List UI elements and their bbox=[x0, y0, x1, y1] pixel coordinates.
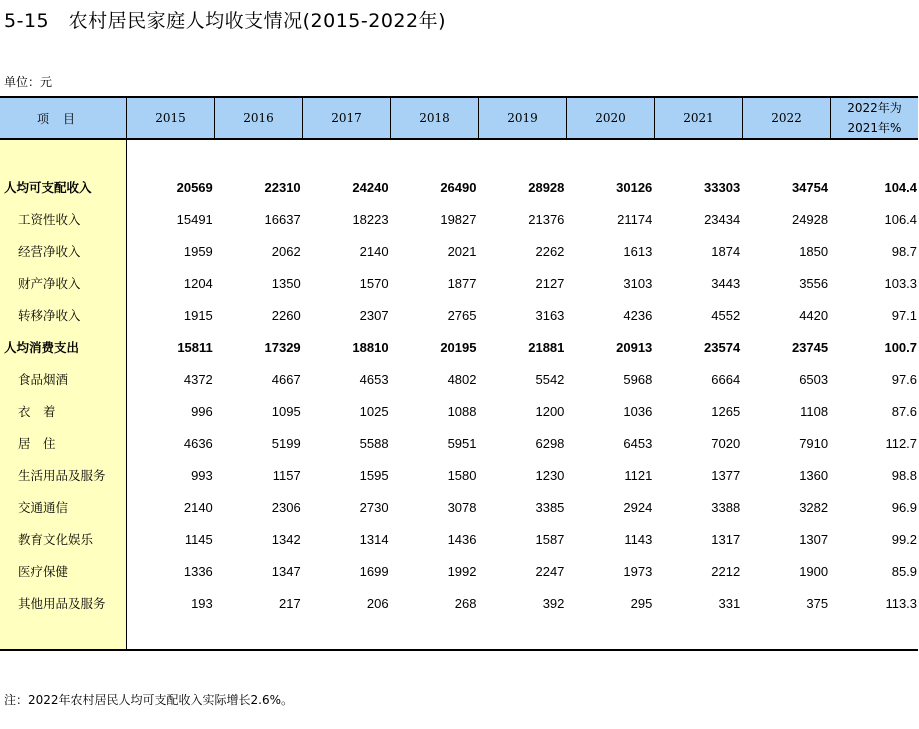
cell-value: 3556 bbox=[799, 275, 829, 291]
cell-value: 15491 bbox=[176, 211, 213, 227]
cell-value: 2730 bbox=[359, 499, 389, 515]
cell-value: 4420 bbox=[799, 307, 829, 323]
cell-value: 1915 bbox=[183, 307, 213, 323]
cell-value: 33303 bbox=[704, 179, 741, 195]
cell-value: 20569 bbox=[176, 179, 213, 195]
cell-value: 375 bbox=[806, 595, 829, 611]
cell-value: 1145 bbox=[184, 531, 213, 547]
cell-value: 1570 bbox=[359, 275, 389, 291]
cell-value: 2062 bbox=[271, 243, 301, 259]
cell-value: 19827 bbox=[440, 211, 477, 227]
table-row bbox=[0, 203, 918, 235]
cell-value: 5951 bbox=[447, 435, 477, 451]
cell-value: 23574 bbox=[704, 339, 741, 355]
cell-value: 21376 bbox=[528, 211, 565, 227]
cell-value: 97.1 bbox=[891, 307, 918, 323]
cell-value: 331 bbox=[718, 595, 741, 611]
cell-value: 206 bbox=[366, 595, 389, 611]
cell-value: 24928 bbox=[791, 211, 829, 227]
cell-value: 5588 bbox=[359, 435, 389, 451]
cell-value: 106.4 bbox=[884, 211, 918, 227]
header-item: 项目 bbox=[0, 98, 127, 138]
header-ratio-line1: 2022年为 bbox=[847, 101, 902, 115]
table-row bbox=[0, 395, 918, 427]
cell-value: 1580 bbox=[447, 467, 477, 483]
cell-value: 2262 bbox=[535, 243, 565, 259]
cell-value: 2140 bbox=[183, 499, 213, 515]
cell-value: 1900 bbox=[799, 563, 829, 579]
cell-value: 3388 bbox=[711, 499, 741, 515]
row-label: 交通通信 bbox=[18, 500, 69, 515]
cell-value: 23745 bbox=[791, 339, 829, 355]
cell-value: 3385 bbox=[535, 499, 565, 515]
cell-value: 1108 bbox=[800, 403, 829, 419]
cell-value: 4653 bbox=[359, 371, 389, 387]
cell-value: 1587 bbox=[535, 531, 565, 547]
cell-value: 993 bbox=[191, 467, 213, 483]
cell-value: 1307 bbox=[799, 531, 829, 547]
cell-value: 21881 bbox=[528, 339, 565, 355]
cell-value: 2127 bbox=[535, 275, 565, 291]
table-header bbox=[0, 96, 918, 140]
cell-value: 6503 bbox=[799, 371, 829, 387]
table-row bbox=[0, 523, 918, 555]
row-label: 食品烟酒 bbox=[18, 372, 69, 387]
table-row bbox=[0, 587, 918, 619]
cell-value: 112.7 bbox=[885, 435, 918, 451]
cell-value: 85.9 bbox=[891, 563, 918, 579]
cell-value: 2307 bbox=[359, 307, 389, 323]
cell-value: 1314 bbox=[359, 531, 389, 547]
header-ratio bbox=[831, 98, 918, 138]
unit-label: 单位：元 bbox=[4, 75, 53, 89]
header-year: 2015 bbox=[127, 98, 215, 138]
cell-value: 1157 bbox=[272, 467, 301, 483]
cell-value: 5199 bbox=[271, 435, 301, 451]
cell-value: 1360 bbox=[799, 467, 829, 483]
cell-value: 100.7 bbox=[884, 339, 918, 355]
cell-value: 1336 bbox=[183, 563, 213, 579]
header-year: 2021 bbox=[655, 98, 743, 138]
cell-value: 2247 bbox=[535, 563, 565, 579]
cell-value: 1613 bbox=[623, 243, 653, 259]
cell-value: 1265 bbox=[711, 403, 741, 419]
cell-value: 28928 bbox=[528, 179, 565, 195]
cell-value: 23434 bbox=[704, 211, 741, 227]
footnote: 注：2022年农村居民人均可支配收入实际增长2.6%。 bbox=[4, 693, 294, 707]
cell-value: 1025 bbox=[359, 403, 389, 419]
header-year: 2018 bbox=[391, 98, 479, 138]
table-row bbox=[0, 171, 918, 203]
row-label: 人均消费支出 bbox=[4, 340, 80, 355]
cell-value: 4552 bbox=[711, 307, 741, 323]
cell-value: 1436 bbox=[447, 531, 477, 547]
cell-value: 1317 bbox=[711, 531, 741, 547]
cell-value: 103.3 bbox=[884, 275, 918, 291]
cell-value: 4236 bbox=[623, 307, 653, 323]
row-label: 财产净收入 bbox=[18, 276, 81, 291]
table-row bbox=[0, 459, 918, 491]
cell-value: 2306 bbox=[271, 499, 301, 515]
cell-value: 6453 bbox=[623, 435, 653, 451]
cell-value: 1200 bbox=[535, 403, 565, 419]
cell-value: 26490 bbox=[440, 179, 477, 195]
header-year: 2016 bbox=[215, 98, 303, 138]
cell-value: 18223 bbox=[352, 211, 389, 227]
table-row bbox=[0, 299, 918, 331]
table-row bbox=[0, 427, 918, 459]
cell-value: 15811 bbox=[177, 339, 213, 355]
cell-value: 20195 bbox=[440, 339, 477, 355]
cell-value: 22310 bbox=[264, 179, 301, 195]
cell-value: 193 bbox=[191, 595, 213, 611]
cell-value: 4802 bbox=[447, 371, 477, 387]
row-label: 居 住 bbox=[18, 436, 56, 451]
table-row bbox=[0, 331, 918, 363]
header-year: 2019 bbox=[479, 98, 567, 138]
cell-value: 2924 bbox=[623, 499, 653, 515]
cell-value: 1699 bbox=[359, 563, 389, 579]
cell-value: 1121 bbox=[624, 467, 653, 483]
cell-value: 6298 bbox=[535, 435, 565, 451]
cell-value: 996 bbox=[191, 403, 213, 419]
table-row bbox=[0, 555, 918, 587]
cell-value: 20913 bbox=[616, 339, 653, 355]
cell-value: 34754 bbox=[791, 179, 829, 195]
cell-value: 1088 bbox=[447, 403, 477, 419]
cell-value: 1992 bbox=[447, 563, 477, 579]
cell-value: 6664 bbox=[711, 371, 741, 387]
row-label: 其他用品及服务 bbox=[18, 596, 106, 611]
cell-value: 18810 bbox=[352, 339, 389, 355]
cell-value: 96.9 bbox=[891, 499, 918, 515]
cell-value: 1347 bbox=[271, 563, 301, 579]
cell-value: 16637 bbox=[264, 211, 301, 227]
cell-value: 1342 bbox=[271, 531, 301, 547]
cell-value: 7910 bbox=[799, 435, 829, 451]
cell-value: 30126 bbox=[616, 179, 653, 195]
table-row bbox=[0, 491, 918, 523]
cell-value: 97.6 bbox=[891, 371, 918, 387]
cell-value: 1877 bbox=[447, 275, 477, 291]
page-title: 5-15 农村居民家庭人均收支情况(2015-2022年) bbox=[4, 10, 447, 32]
cell-value: 4636 bbox=[183, 435, 213, 451]
cell-value: 1230 bbox=[535, 467, 565, 483]
table-bottom-rule bbox=[0, 649, 918, 651]
row-label: 工资性收入 bbox=[18, 212, 81, 227]
cell-value: 1036 bbox=[623, 403, 653, 419]
table-row bbox=[0, 267, 918, 299]
cell-value: 24240 bbox=[352, 179, 389, 195]
cell-value: 1874 bbox=[711, 243, 741, 259]
header-ratio-line2: 2021年% bbox=[847, 121, 902, 135]
row-label: 人均可支配收入 bbox=[4, 180, 92, 195]
header-year: 2022 bbox=[743, 98, 831, 138]
cell-value: 1959 bbox=[183, 243, 213, 259]
data-table bbox=[0, 96, 918, 651]
row-label: 经营净收入 bbox=[18, 244, 81, 259]
cell-value: 4372 bbox=[183, 371, 213, 387]
cell-value: 2212 bbox=[711, 563, 741, 579]
cell-value: 2140 bbox=[359, 243, 389, 259]
row-label: 医疗保健 bbox=[18, 564, 69, 579]
cell-value: 1595 bbox=[359, 467, 389, 483]
table-body bbox=[0, 171, 918, 619]
row-label: 生活用品及服务 bbox=[18, 468, 106, 483]
header-year: 2020 bbox=[567, 98, 655, 138]
cell-value: 392 bbox=[542, 595, 565, 611]
cell-value: 2765 bbox=[447, 307, 477, 323]
row-label: 转移净收入 bbox=[18, 308, 81, 323]
cell-value: 1850 bbox=[799, 243, 829, 259]
header-year: 2017 bbox=[303, 98, 391, 138]
cell-value: 1350 bbox=[271, 275, 301, 291]
cell-value: 3078 bbox=[447, 499, 477, 515]
cell-value: 1377 bbox=[711, 467, 741, 483]
cell-value: 113.3 bbox=[885, 595, 918, 611]
cell-value: 3163 bbox=[535, 307, 565, 323]
table-row bbox=[0, 235, 918, 267]
cell-value: 87.6 bbox=[891, 403, 918, 419]
row-label: 教育文化娱乐 bbox=[18, 532, 94, 547]
cell-value: 4667 bbox=[271, 371, 301, 387]
cell-value: 268 bbox=[454, 595, 477, 611]
cell-value: 98.8 bbox=[891, 467, 918, 483]
cell-value: 3282 bbox=[799, 499, 829, 515]
cell-value: 1143 bbox=[624, 531, 653, 547]
cell-value: 98.7 bbox=[891, 243, 918, 259]
cell-value: 1973 bbox=[623, 563, 653, 579]
cell-value: 21174 bbox=[617, 211, 653, 227]
cell-value: 5968 bbox=[623, 371, 653, 387]
cell-value: 17329 bbox=[264, 339, 301, 355]
row-label: 衣 着 bbox=[18, 404, 56, 419]
table-row bbox=[0, 363, 918, 395]
cell-value: 2260 bbox=[271, 307, 301, 323]
cell-value: 7020 bbox=[711, 435, 741, 451]
cell-value: 3103 bbox=[623, 275, 653, 291]
cell-value: 295 bbox=[630, 595, 653, 611]
cell-value: 217 bbox=[278, 595, 301, 611]
cell-value: 2021 bbox=[447, 243, 477, 259]
cell-value: 99.2 bbox=[891, 531, 918, 547]
cell-value: 1204 bbox=[183, 275, 213, 291]
cell-value: 5542 bbox=[535, 371, 565, 387]
cell-value: 3443 bbox=[711, 275, 741, 291]
cell-value: 104.4 bbox=[884, 179, 918, 195]
cell-value: 1095 bbox=[271, 403, 301, 419]
